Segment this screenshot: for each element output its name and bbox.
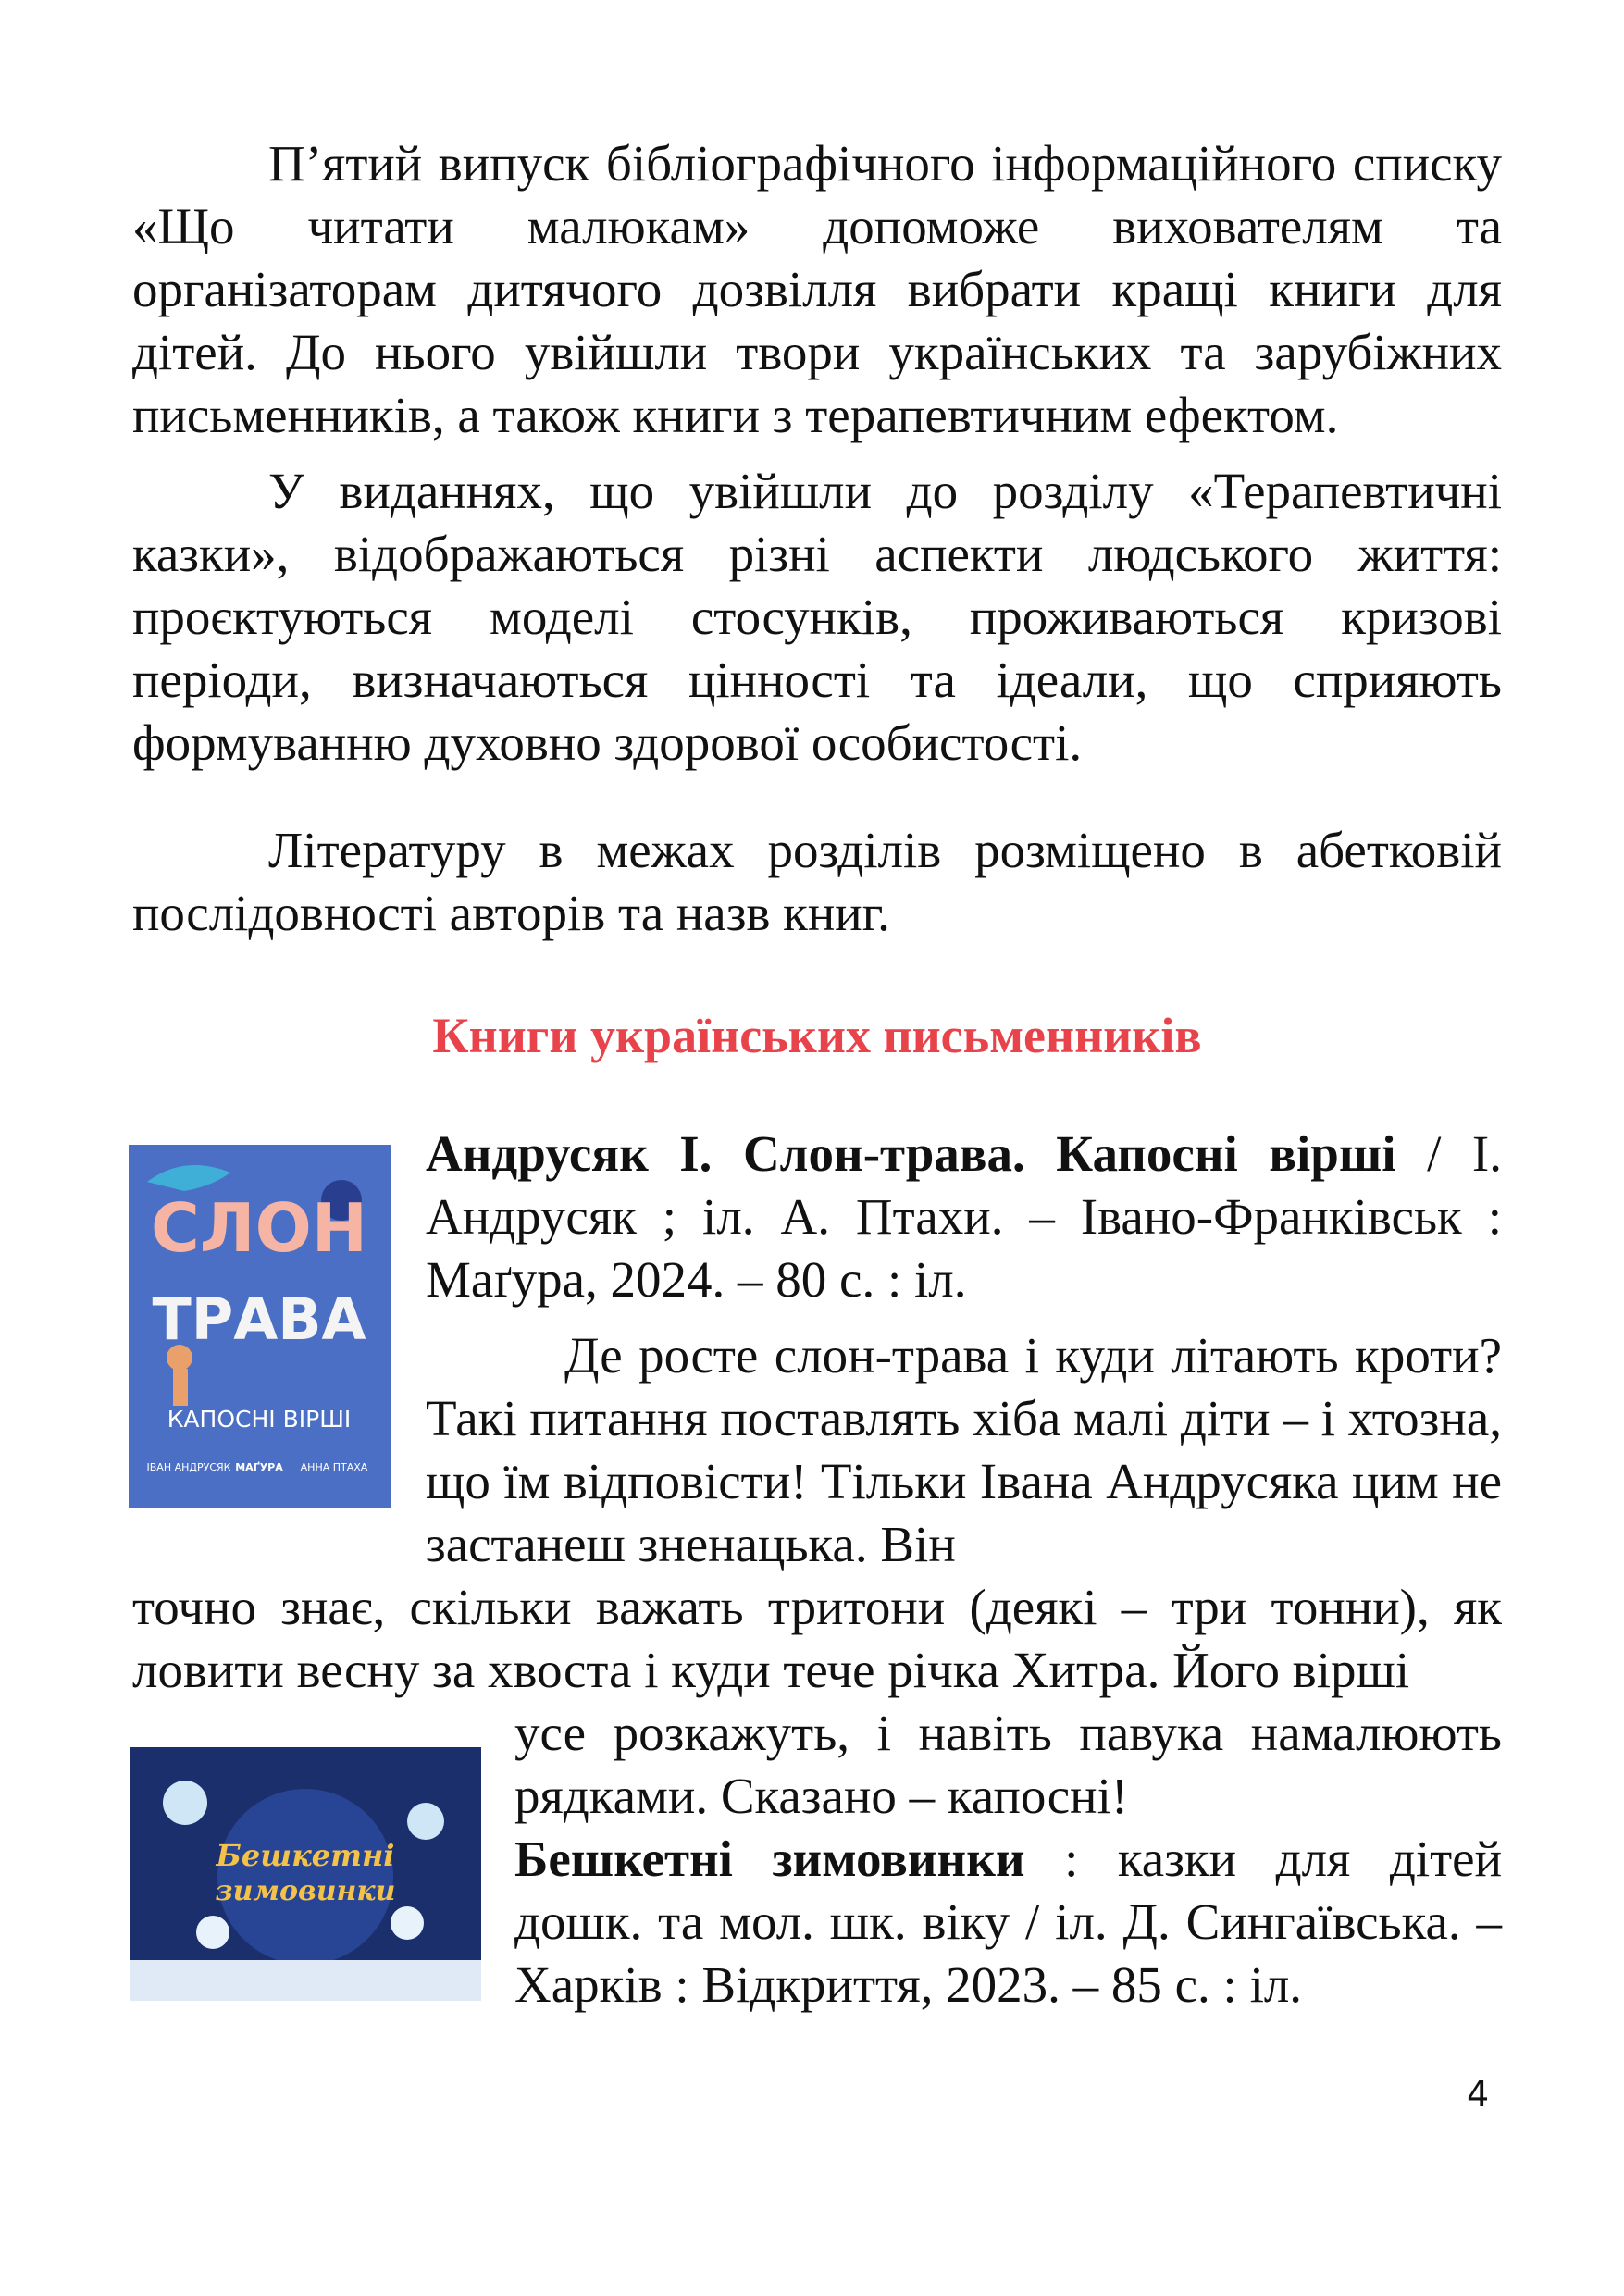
intro-paragraph-2: У виданнях, що увійшли до розділу «Терапевтичні казки», відображаються різні аспекти людського життя: проєктуються моделі стосунків, проживаються кризові періоди, визначаються цінності та ідеали, що сприяють формуванню духовно здорової особистості. bbox=[132, 463, 1502, 771]
cover-title-line1: СЛОН bbox=[150, 1189, 368, 1267]
cover-illustrator: АННА ПТАХА bbox=[300, 1461, 368, 1473]
cover-subtitle: КАПОСНІ ВІРШІ bbox=[167, 1406, 352, 1433]
book-cover-slon-trava bbox=[129, 1145, 391, 1508]
intro-paragraph-3: Літературу в межах розділів розміщено в абетковій послідовності авторів та назв книг. bbox=[132, 822, 1502, 941]
cover-title-line2: ТРАВА bbox=[152, 1285, 366, 1353]
book1-description-c: усе розкажуть, і навіть павука намалюють рядками. Сказано – капосні! bbox=[514, 1705, 1502, 1824]
book1-citation bbox=[426, 1123, 1502, 1311]
section-title: Книги українських письменників bbox=[432, 1008, 1202, 1063]
book2-details: : казки для дітей дошк. та мол. шк. віку / іл. Д. Сингаївська. – Харків : Відкриття, 2023. – 85 с. : іл. bbox=[514, 1831, 1503, 2013]
book1-description-b: точно знає, скільки важать тритони (деякі – три тонни), як ловити весну за хвоста і куди тече річка Хитра. Його вірші bbox=[132, 1579, 1502, 1698]
page-number: 4 bbox=[1467, 2074, 1490, 2115]
book2-title: Бешкетні зимовинки bbox=[514, 1831, 1025, 1887]
cover-author: ІВАН АНДРУСЯК bbox=[146, 1461, 231, 1473]
cover2-title-line1: Бешкетні bbox=[216, 1838, 395, 1873]
book-cover-beshketni-zymovynky bbox=[130, 1747, 481, 2001]
book1-description-a: Де росте слон-трава і куди літають кроти? Такі питання поставлять хіба малі діти – і хтозна, що їм відповісти! Тільки Івана Андрусяка цим не застанеш зненацька. Він bbox=[426, 1327, 1502, 1572]
cover2-title-line2: зимовинки bbox=[215, 1875, 396, 1907]
intro-paragraph-1: П’ятий випуск бібліографічного інформаційного списку «Що читати малюкам» допоможе вихователям та організаторам дитячого дозвілля вибрати кращі книги для дітей. До нього увійшли твори українських та зарубіжних письменників, а також книги з терапевтичним ефектом. bbox=[132, 135, 1502, 443]
cover-publisher: МАҐУРА bbox=[235, 1461, 283, 1473]
book1-details: / І. Андрусяк ; іл. А. Птахи. – Івано-Франківськ : Маґура, 2024. – 80 с. : іл. bbox=[426, 1125, 1502, 1308]
book2-citation bbox=[514, 1828, 1502, 2017]
book1-title: Андрусяк І. Слон-трава. Капосні вірші bbox=[426, 1125, 1396, 1182]
